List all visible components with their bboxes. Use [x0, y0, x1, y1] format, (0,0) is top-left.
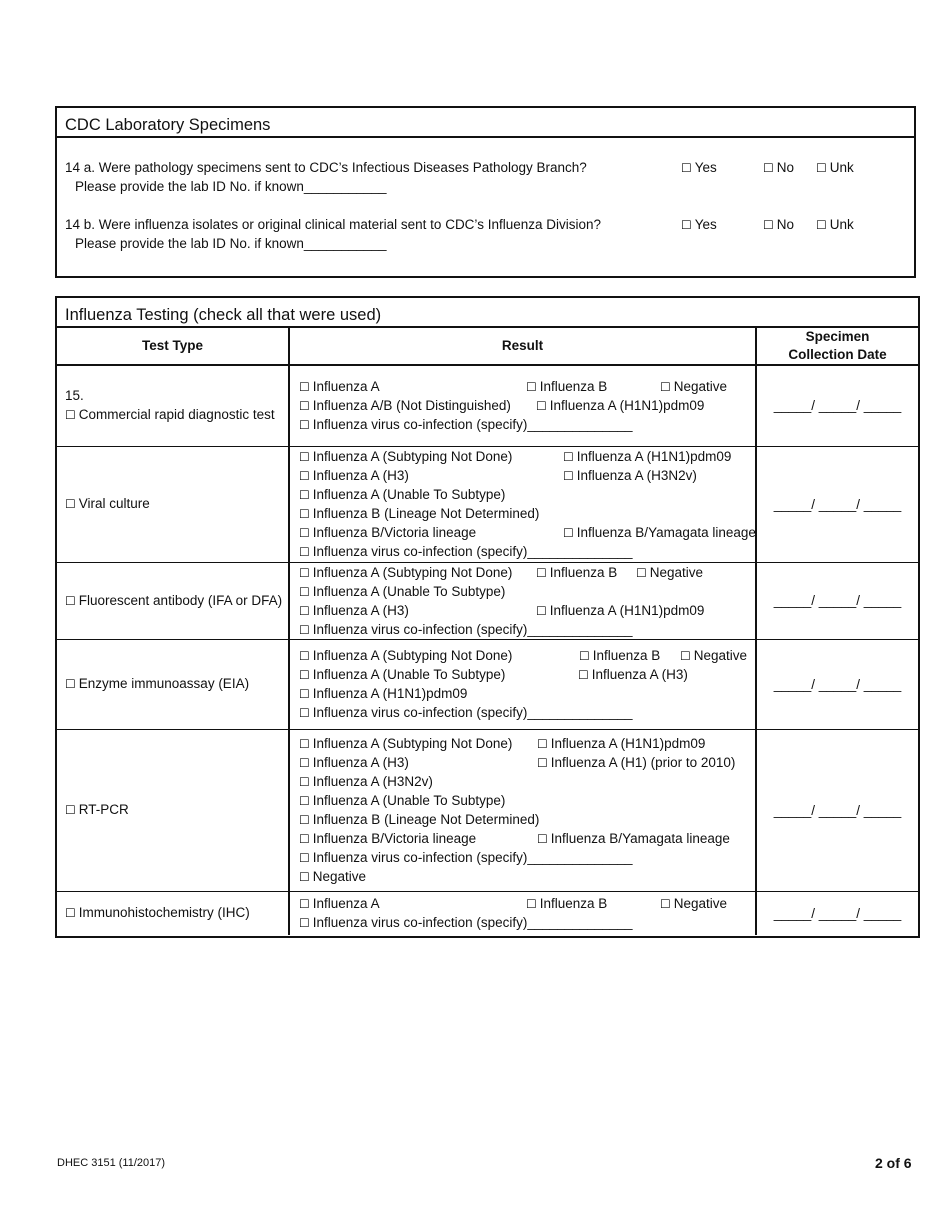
- checkbox-icon: ☐: [299, 418, 310, 433]
- result-line: [299, 829, 755, 848]
- result-option-influenza-a[interactable]: [299, 894, 380, 914]
- checkbox-icon: ☐: [299, 526, 310, 540]
- result-option-label: Influenza A (H3): [312, 755, 409, 770]
- result-option-influenza-a-subtyping-not-done[interactable]: [299, 447, 512, 467]
- result-option-label: Influenza A (Unable To Subtype): [312, 583, 506, 599]
- result-option-label: Influenza B/Yamagata lineage: [550, 831, 730, 846]
- collection-date-field[interactable]: _____/ _____/ _____: [773, 676, 902, 692]
- result-option-influenza-a-unable-to-subtype[interactable]: [299, 791, 505, 811]
- result-line: [299, 772, 755, 791]
- result-option-influenza-virus-co-infection-specify[interactable]: [299, 620, 632, 640]
- checkbox-icon: ☐: [536, 399, 547, 414]
- result-option-label: Influenza B: [539, 379, 608, 395]
- result-option-influenza-a-unable-to-subtype[interactable]: [299, 665, 505, 685]
- checkbox-icon: ☐: [563, 469, 574, 483]
- question-14a: [65, 158, 910, 198]
- cdc-lab-specimens-section: [55, 106, 916, 278]
- result-option-influenza-a-h1n1-pdm09[interactable]: [537, 734, 705, 754]
- test-type[interactable]: [65, 800, 288, 820]
- test-row-commercial-rapid-diagnostic-test: [57, 365, 918, 446]
- result-option-label: Influenza A/B (Not Distinguished): [312, 398, 511, 414]
- result-line: [299, 542, 755, 561]
- checkbox-icon: ☐: [299, 450, 310, 464]
- test-type-label: Enzyme immunoassay (EIA): [78, 676, 250, 691]
- collection-date-cell: [756, 365, 918, 446]
- result-option-negative[interactable]: [680, 646, 747, 666]
- yes-checkbox[interactable]: [681, 215, 717, 235]
- section-title: CDC Laboratory Specimens: [57, 108, 914, 138]
- result-option-label: Influenza A (H3): [312, 602, 409, 618]
- result-option-negative[interactable]: [660, 377, 727, 397]
- result-line: [299, 601, 755, 620]
- lab-id-prompt: Please provide the lab ID No. if known___________: [75, 236, 387, 251]
- result-line: [299, 734, 755, 753]
- result-line: [299, 867, 755, 886]
- result-option-label: Influenza B/Yamagata lineage: [576, 525, 756, 540]
- checkbox-icon: ☐: [299, 794, 310, 808]
- result-line: [299, 523, 755, 542]
- result-option-label: Negative: [673, 379, 728, 395]
- checkbox-icon: ☐: [816, 161, 827, 175]
- result-option-influenza-a-h3[interactable]: [299, 601, 409, 621]
- checkbox-icon: ☐: [299, 687, 310, 701]
- question-text: 14 b. Were influenza isolates or original clinical material sent to CDC’s Influenza Division?: [65, 217, 602, 232]
- result-option-label: Influenza A (Subtyping Not Done): [312, 449, 513, 464]
- result-option-influenza-b-yamagata-lineage[interactable]: [563, 523, 756, 543]
- collection-date-cell: [756, 729, 918, 891]
- result-option-influenza-a-h1n1-pdm09[interactable]: [563, 447, 731, 467]
- result-line: [299, 848, 755, 867]
- form-id: DHEC 3151 (11/2017): [57, 1157, 166, 1169]
- checkbox-icon: ☐: [579, 649, 590, 663]
- checkbox-icon: ☐: [563, 450, 574, 464]
- result-option-influenza-a-h3[interactable]: [578, 665, 688, 685]
- result-option-label: Influenza A (H1N1)pdm09: [550, 736, 706, 751]
- result-option-label: Influenza A (H1N1)pdm09: [549, 398, 705, 414]
- test-type[interactable]: [65, 494, 288, 514]
- result-options: [299, 563, 755, 639]
- result-option-label: Influenza A (Subtyping Not Done): [312, 648, 513, 663]
- no-checkbox[interactable]: [763, 215, 794, 235]
- checkbox-icon: ☐: [299, 851, 310, 865]
- test-type[interactable]: [65, 674, 288, 694]
- result-option-label: Influenza virus co-infection (specify)______________: [312, 705, 633, 720]
- result-option-label: Influenza virus co-infection (specify)______________: [312, 621, 633, 637]
- result-line: [299, 703, 755, 722]
- question-text: 14 a. Were pathology specimens sent to CDC’s Infectious Diseases Pathology Branch?: [65, 160, 587, 175]
- result-option-influenza-b[interactable]: [526, 894, 607, 914]
- result-option-label: Influenza A (Unable To Subtype): [312, 793, 506, 808]
- result-option-influenza-a-unable-to-subtype[interactable]: [299, 582, 505, 602]
- checkbox-icon: ☐: [299, 706, 310, 720]
- result-option-label: Influenza A (H1N1)pdm09: [312, 686, 468, 701]
- test-row-viral-culture: [57, 446, 918, 562]
- yes-label: Yes: [694, 217, 717, 232]
- checkbox-icon: ☐: [537, 832, 548, 846]
- result-option-influenza-virus-co-infection-specify[interactable]: [299, 703, 632, 723]
- section-title: Influenza Testing (check all that were used): [57, 298, 918, 328]
- result-line: [299, 810, 755, 829]
- result-line: [299, 582, 755, 601]
- test-row-immunohistochemistry-ihc: [57, 891, 918, 935]
- result-line: [299, 913, 755, 932]
- result-option-label: Influenza virus co-infection (specify)______________: [312, 850, 633, 865]
- result-option-influenza-a-h3n2v[interactable]: [299, 772, 433, 792]
- checkbox-icon: ☐: [299, 565, 310, 580]
- collection-date-cell: [756, 891, 918, 935]
- influenza-testing-table: [57, 328, 918, 935]
- result-option-influenza-b[interactable]: [536, 563, 617, 583]
- checkbox-icon: ☐: [636, 565, 647, 580]
- col-header-date: [756, 328, 918, 365]
- result-option-label: Influenza A (H3): [312, 468, 409, 483]
- question-14b: [65, 215, 910, 255]
- checkbox-icon: ☐: [299, 668, 310, 682]
- test-type-label: Immunohistochemistry (IHC): [78, 905, 250, 921]
- checkbox-icon: ☐: [537, 756, 548, 770]
- test-type-cell: [57, 446, 289, 562]
- result-cell: [289, 639, 756, 729]
- checkbox-icon: ☐: [299, 622, 310, 637]
- checkbox-icon: ☐: [681, 218, 692, 232]
- collection-date-field[interactable]: _____/ _____/ _____: [773, 398, 902, 414]
- result-option-label: Negative: [649, 564, 704, 580]
- test-type-cell: [57, 891, 289, 935]
- checkbox-icon: ☐: [299, 507, 310, 521]
- result-option-label: Negative: [693, 648, 748, 663]
- result-option-influenza-a-h3[interactable]: [299, 753, 409, 773]
- checkbox-icon: ☐: [299, 870, 310, 884]
- no-label: No: [776, 217, 795, 232]
- result-line: [299, 646, 755, 665]
- col-header-result: Result: [289, 328, 756, 365]
- result-option-influenza-virus-co-infection-specify[interactable]: [299, 415, 632, 435]
- result-line: [299, 485, 755, 504]
- checkbox-icon: ☐: [65, 408, 76, 423]
- influenza-testing-section: [55, 296, 920, 938]
- checkbox-icon: ☐: [563, 526, 574, 540]
- result-options: [299, 377, 755, 434]
- result-option-label: Influenza B/Victoria lineage: [312, 525, 477, 540]
- checkbox-icon: ☐: [299, 469, 310, 483]
- checkbox-icon: ☐: [65, 497, 76, 511]
- test-type-label: Commercial rapid diagnostic test: [78, 407, 275, 423]
- result-option-influenza-a-b-not-distinguished[interactable]: [299, 396, 511, 416]
- result-option-influenza-a-h1n1-pdm09[interactable]: [536, 396, 704, 416]
- result-option-label: Influenza A (H3N2v): [312, 774, 433, 789]
- result-option-label: Influenza B (Lineage Not Determined): [312, 506, 540, 521]
- result-option-label: Influenza virus co-infection (specify)______________: [312, 544, 633, 559]
- result-option-label: Influenza A (H1) (prior to 2010): [550, 755, 736, 770]
- result-line: [299, 753, 755, 772]
- test-type-cell: [57, 639, 289, 729]
- collection-date-field[interactable]: _____/ _____/ _____: [773, 593, 902, 608]
- collection-date-cell: [756, 639, 918, 729]
- result-option-label: Influenza B: [549, 564, 618, 580]
- result-line: [299, 791, 755, 810]
- collection-date-field[interactable]: _____/ _____/ _____: [773, 802, 902, 818]
- result-option-influenza-a-h3[interactable]: [299, 466, 409, 486]
- col-header-test-type: Test Type: [57, 328, 289, 365]
- checkbox-icon: ☐: [299, 584, 310, 599]
- result-option-influenza-a-h1n1-pdm09[interactable]: [299, 684, 467, 704]
- result-option-label: Influenza B/Victoria lineage: [312, 831, 477, 846]
- page-number: 2 of 6: [875, 1155, 912, 1171]
- result-option-influenza-virus-co-infection-specify[interactable]: [299, 542, 632, 562]
- result-option-label: Influenza B: [592, 648, 661, 663]
- checkbox-icon: ☐: [299, 737, 310, 751]
- result-option-influenza-a-unable-to-subtype[interactable]: [299, 485, 505, 505]
- result-option-label: Influenza A: [312, 379, 380, 395]
- checkbox-icon: ☐: [299, 775, 310, 789]
- result-option-influenza-b-lineage-not-determined[interactable]: [299, 504, 539, 524]
- test-row-enzyme-immunoassay-eia: [57, 639, 918, 729]
- result-cell: [289, 562, 756, 639]
- result-option-label: Influenza A (Subtyping Not Done): [312, 736, 513, 751]
- result-line: [299, 415, 755, 434]
- result-option-influenza-b-victoria-lineage[interactable]: [299, 829, 476, 849]
- result-option-negative[interactable]: [660, 894, 727, 914]
- result-line: [299, 563, 755, 582]
- result-line: [299, 620, 755, 639]
- result-line: [299, 396, 755, 415]
- result-option-influenza-a-h1n1-pdm09[interactable]: [536, 601, 704, 621]
- checkbox-icon: ☐: [660, 380, 671, 395]
- result-option-influenza-a-subtyping-not-done[interactable]: [299, 734, 512, 754]
- result-option-label: Influenza A (H3): [591, 667, 688, 682]
- result-line: [299, 466, 755, 485]
- checkbox-icon: ☐: [299, 603, 310, 618]
- result-line: [299, 504, 755, 523]
- result-option-label: Negative: [312, 869, 367, 884]
- checkbox-icon: ☐: [65, 803, 76, 817]
- result-option-influenza-a-h3n2v[interactable]: [563, 466, 697, 486]
- checkbox-icon: ☐: [299, 756, 310, 770]
- result-options: [299, 734, 755, 886]
- result-option-label: Influenza A (H1N1)pdm09: [549, 602, 705, 618]
- no-label: No: [776, 160, 795, 175]
- lab-id-prompt: Please provide the lab ID No. if known___________: [75, 179, 387, 194]
- result-option-negative[interactable]: [636, 563, 703, 583]
- result-option-label: Influenza A (H1N1)pdm09: [576, 449, 732, 464]
- collection-date-field[interactable]: _____/ _____/ _____: [773, 496, 902, 512]
- yes-label: Yes: [694, 160, 717, 175]
- test-type-cell: [57, 562, 289, 639]
- checkbox-icon: ☐: [65, 677, 76, 691]
- checkbox-icon: ☐: [526, 380, 537, 395]
- no-checkbox[interactable]: [763, 158, 794, 178]
- result-option-label: Influenza B (Lineage Not Determined): [312, 812, 540, 827]
- checkbox-icon: ☐: [536, 603, 547, 618]
- result-options: [299, 894, 755, 932]
- col-header-date-label: Specimen Collection Date: [788, 329, 887, 362]
- result-option-label: Influenza B: [539, 896, 608, 912]
- test-type-label: Fluorescent antibody (IFA or DFA): [78, 592, 283, 608]
- checkbox-icon: ☐: [299, 813, 310, 827]
- result-option-influenza-a[interactable]: [299, 377, 380, 397]
- checkbox-icon: ☐: [299, 916, 310, 931]
- test-type-cell: [57, 365, 289, 446]
- checkbox-icon: ☐: [299, 545, 310, 559]
- unk-checkbox[interactable]: [816, 158, 854, 178]
- result-cell: [289, 891, 756, 935]
- result-option-influenza-b[interactable]: [526, 377, 607, 397]
- test-row-rt-pcr: [57, 729, 918, 891]
- checkbox-icon: ☐: [299, 399, 310, 414]
- result-cell: [289, 365, 756, 446]
- result-option-influenza-b-lineage-not-determined[interactable]: [299, 810, 539, 830]
- unk-label: Unk: [829, 160, 854, 175]
- result-option-label: Negative: [673, 896, 728, 912]
- checkbox-icon: ☐: [65, 906, 76, 921]
- result-option-influenza-virus-co-infection-specify[interactable]: [299, 913, 632, 933]
- checkbox-icon: ☐: [536, 565, 547, 580]
- result-line: [299, 447, 755, 466]
- result-options: [299, 447, 755, 561]
- result-line: [299, 894, 755, 913]
- result-option-influenza-a-subtyping-not-done[interactable]: [299, 563, 512, 583]
- result-line: [299, 665, 755, 684]
- unk-checkbox[interactable]: [816, 215, 854, 235]
- checkbox-icon: ☐: [299, 380, 310, 395]
- checkbox-icon: ☐: [299, 832, 310, 846]
- checkbox-icon: ☐: [65, 593, 76, 608]
- checkbox-icon: ☐: [680, 649, 691, 663]
- result-cell: [289, 446, 756, 562]
- result-cell: [289, 729, 756, 891]
- unk-label: Unk: [829, 217, 854, 232]
- yes-checkbox[interactable]: [681, 158, 717, 178]
- result-option-label: Influenza A (Subtyping Not Done): [312, 564, 513, 580]
- checkbox-icon: ☐: [299, 488, 310, 502]
- result-line: [299, 377, 755, 396]
- result-option-negative[interactable]: [299, 867, 366, 887]
- checkbox-icon: ☐: [681, 161, 692, 175]
- result-options: [299, 646, 755, 722]
- collection-date-cell: [756, 562, 918, 639]
- result-option-influenza-b-victoria-lineage[interactable]: [299, 523, 476, 543]
- result-option-label: Influenza virus co-infection (specify)______________: [312, 417, 633, 433]
- test-row-fluorescent-antibody-ifa-or-dfa: [57, 562, 918, 639]
- result-option-influenza-a-subtyping-not-done[interactable]: [299, 646, 512, 666]
- result-option-label: Influenza A (Unable To Subtype): [312, 487, 506, 502]
- test-type[interactable]: [65, 903, 288, 923]
- checkbox-icon: ☐: [816, 218, 827, 232]
- result-option-influenza-virus-co-infection-specify[interactable]: [299, 848, 632, 868]
- test-type-cell: [57, 729, 289, 891]
- collection-date-cell: [756, 446, 918, 562]
- checkbox-icon: ☐: [660, 897, 671, 912]
- question-number: 15.: [65, 388, 84, 404]
- result-option-influenza-b[interactable]: [579, 646, 660, 666]
- test-type-label: RT-PCR: [78, 802, 129, 817]
- result-option-influenza-a-h1-prior-to-2010[interactable]: [537, 753, 735, 773]
- checkbox-icon: ☐: [526, 897, 537, 912]
- checkbox-icon: ☐: [763, 218, 774, 232]
- result-option-influenza-b-yamagata-lineage[interactable]: [537, 829, 730, 849]
- checkbox-icon: ☐: [299, 649, 310, 663]
- result-option-label: Influenza virus co-infection (specify)______________: [312, 915, 633, 931]
- collection-date-field[interactable]: _____/ _____/ _____: [773, 905, 902, 921]
- checkbox-icon: ☐: [578, 668, 589, 682]
- test-type-label: Viral culture: [78, 496, 150, 511]
- test-type[interactable]: [65, 386, 288, 425]
- checkbox-icon: ☐: [537, 737, 548, 751]
- test-type[interactable]: [65, 591, 288, 611]
- result-option-label: Influenza A (Unable To Subtype): [312, 667, 506, 682]
- result-option-label: Influenza A: [312, 896, 380, 912]
- checkbox-icon: ☐: [299, 897, 310, 912]
- checkbox-icon: ☐: [763, 161, 774, 175]
- result-line: [299, 684, 755, 703]
- result-option-label: Influenza A (H3N2v): [576, 468, 697, 483]
